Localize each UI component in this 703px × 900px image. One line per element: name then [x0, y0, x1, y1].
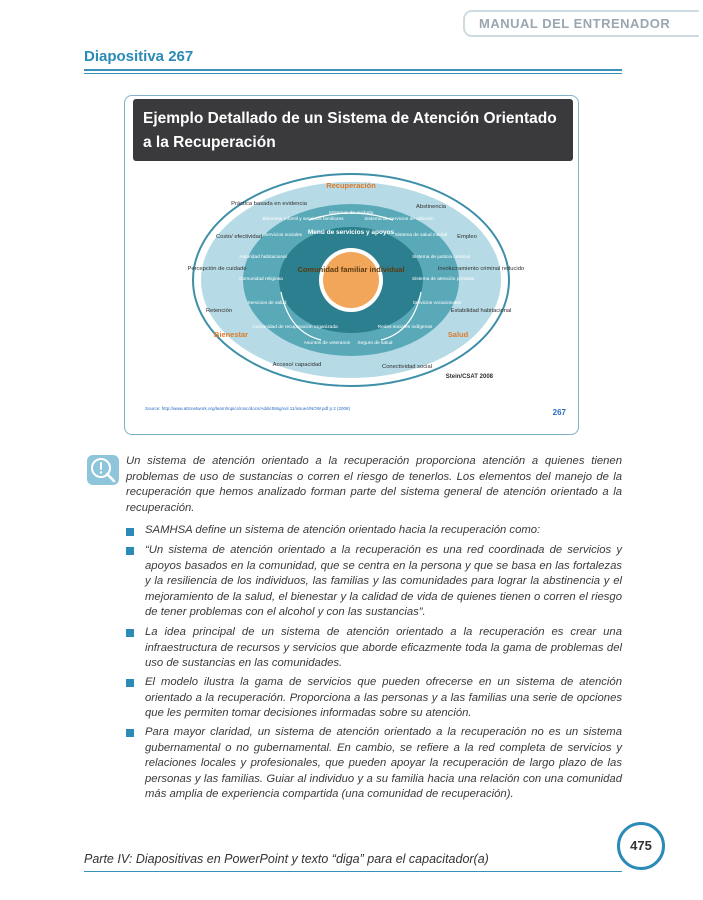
label-sistema-adiccion: Sistema de servicios de adicción	[364, 217, 434, 222]
slide-number: 267	[552, 408, 566, 417]
manual-header-tab: MANUAL DEL ENTRENADOR	[463, 10, 699, 37]
label-salud: Salud	[447, 330, 469, 339]
label-vocacionales: Servicios vocacionales	[412, 301, 462, 306]
label-asuntos: Asuntos de veteranos	[303, 341, 351, 346]
label-percepcion: Percepción de cuidado	[187, 266, 247, 272]
intro-paragraph: Un sistema de atención orientado a la recuperación proporciona atención a quienes tienen problemas de uso de sustancias o corren el riesgo de tenerlos. Los elementos del manejo de la recuperación que hemos analizado forman parte del sistema general de atención orientado a la recuperación.	[126, 455, 622, 514]
bullet-item-3: La idea principal de un sistema de atención orientado a la recuperación es crear una infraestructura de recursos y servicios que aborde eficazmente toda la gama de problemas del uso de sustancias en las comunidades.	[145, 626, 622, 669]
footer-section-title: Parte IV: Diapositivas en PowerPoint y texto “diga” para el capacitador(a)	[84, 852, 489, 866]
label-costo: Costo/ efectividad	[215, 234, 263, 240]
page-number: 475	[617, 822, 665, 870]
diagram-credit: Stein/CSAT 2008	[445, 374, 493, 380]
label-retencion: Retención	[205, 308, 233, 314]
label-sistemas: Sistemas de cuidado	[328, 211, 374, 216]
label-redes: Redes sociales indígenas	[377, 325, 433, 330]
bullet-item-1: SAMHSA define un sistema de atención orientado hacia la recuperación como:	[145, 524, 541, 536]
bullet-item-5: Para mayor claridad, un sistema de atención orientado a la recuperación no es un sistema gubernamental o no gubernamental. En cambio, se refiere a la red completa de servicios y relaciones locales y profesionales, que pueden apoyar la recuperación de largo plazo de las personas y las familias. Guiar al individuo y a su familia hacia una relación con una comunidad más amplia de experiencia compartida (una comunidad de recuperación).	[145, 726, 622, 800]
label-estabilidad: Estabilidad habitacional	[450, 308, 512, 314]
label-salud-mental: Sistema de salud mental	[394, 233, 448, 238]
title-rule-thin	[84, 73, 622, 74]
bullet-marker	[126, 528, 134, 536]
question-info-icon	[86, 454, 120, 486]
label-practica: Práctica basada en evidencia	[231, 201, 307, 207]
slide-frame	[124, 95, 579, 435]
label-bienestar-infantil: Bienestar infantil y servicios familiares	[262, 217, 344, 222]
slide-heading: Ejemplo Detallado de un Sistema de Atención Orientado a la Recuperación	[133, 99, 573, 161]
recovery-system-diagram	[187, 172, 525, 388]
label-comunidad-recuperacion: Comunidad de recuperación organizada	[252, 325, 338, 330]
label-conectividad: Conectividad social	[382, 364, 432, 370]
slide-source: Source: http://www.attcnetwork.org/learn/topics/rosc/docs/AddictMsg/vol.11/issue4/NOW.pdf p.2 (2008)	[145, 406, 351, 411]
bullet-marker	[126, 629, 134, 637]
bullet-item-2: “Un sistema de atención orientado a la recuperación es una red coordinada de servicios y apoyos basados en la comunidad, que se centra en la persona y que se basa en las fortalezas y la resiliencia de los individuos, las familias y las comunidades para lograr la abstinencia y el mejoramiento de la salud, el bienestar y la calidad de vida de quienes tienen o corren el riesgo de tener problemas con el alcohol y con las sustancias”.	[145, 544, 622, 618]
label-atencion-primaria: Sistema de atención primaria	[411, 277, 475, 282]
label-autoridad: Autoridad habitacional	[239, 255, 287, 260]
label-justicia: Sistema de justicia criminal	[412, 255, 470, 260]
center-label: Comunidad familiar individual	[297, 265, 405, 274]
menu-label: Menú de servicios y apoyos	[307, 229, 395, 236]
footer-rule	[84, 871, 622, 872]
slide-label: Diapositiva 267	[84, 48, 194, 65]
label-bienestar: Bienestar	[213, 330, 249, 339]
label-seguro: Seguro de salud	[357, 341, 393, 346]
bullet-marker	[126, 729, 134, 737]
bullet-marker	[126, 679, 134, 687]
label-acceso: Acceso/ capacidad	[272, 362, 322, 368]
label-comunidad-religiosa: Comunidad religiosa	[239, 277, 283, 282]
title-rule	[84, 69, 622, 71]
label-servicios-salud: Servicios de salud	[247, 301, 287, 306]
label-abstinencia: Abstinencia	[416, 204, 446, 210]
label-servicios-sociales: Servicios sociales	[263, 233, 303, 238]
label-involucramiento: Involucramiento criminal reducido	[437, 266, 525, 272]
bullet-marker	[126, 547, 134, 555]
bullet-item-4: El modelo ilustra la gama de servicios que pueden ofrecerse en un sistema de atención orientado a la recuperación. Proporciona a las personas y a las familias una serie de opciones que les permiten tomar decisiones informadas sobre su atención.	[145, 676, 622, 719]
label-empleo: Empleo	[457, 234, 477, 240]
label-recuperacion: Recuperación	[326, 181, 376, 190]
center-core	[323, 252, 379, 308]
